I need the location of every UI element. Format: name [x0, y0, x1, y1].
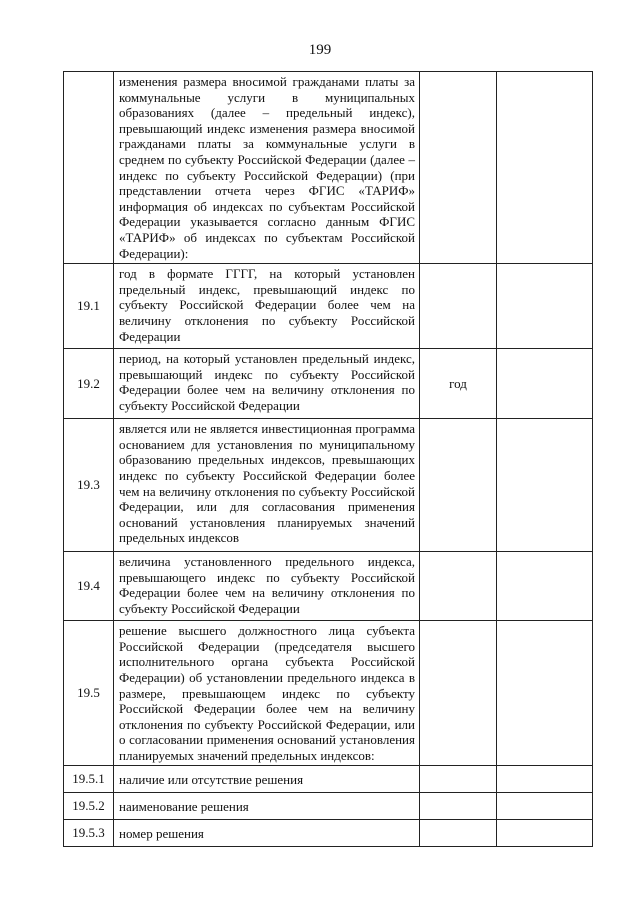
table-row: [64, 552, 593, 621]
row-unit: [420, 793, 497, 820]
row-description: величина установленного предельного индекса, превышающего индекс по субъекту Российской Федерации более чем на величину отклонения по субъекту Российской Федерации: [114, 552, 420, 621]
indicator-table: [63, 71, 593, 847]
table-row: [64, 264, 593, 349]
row-value: [497, 72, 593, 264]
table-row: [64, 419, 593, 552]
row-description: решение высшего должностного лица субъекта Российской Федерации (председателя высшего исполнительного органа субъекта Российской Федерации) об установлении предельного индекса в размере, превышающем индекс по субъекту Российской Федерации более чем на величину отклонения по субъекту Российской Федерации, или о согласовании применения оснований установления планируемых значений предельных индексов:: [114, 621, 420, 766]
row-description: год в формате ГГГГ, на который установлен предельный индекс, превышающий индекс по субъекту Российской Федерации более чем на величину отклонения по субъекту Российской Федерации: [114, 264, 420, 349]
row-description: изменения размера вносимой гражданами платы за коммунальные услуги в муниципальных образованиях (далее – предельный индекс), превышающий индекс изменения размера вносимой гражданами платы за коммунальные услуги в среднем по субъекту Российской Федерации (далее – индекс по субъекту Российской Федерации) (при представлении отчета через ФГИС «ТАРИФ» информация об индексах по субъектам Российской Федерации указывается согласно данным ФГИС «ТАРИФ» об индексах по субъектам Российской Федерации):: [114, 72, 420, 264]
table-row: [64, 621, 593, 766]
row-description: номер решения: [114, 820, 420, 847]
row-value: [497, 820, 593, 847]
row-value: [497, 349, 593, 419]
table-row: [64, 349, 593, 419]
table-row: [64, 72, 593, 264]
row-unit: [420, 264, 497, 349]
row-number: 19.5.1: [64, 766, 114, 793]
row-number: [64, 72, 114, 264]
row-number: 19.5.3: [64, 820, 114, 847]
row-number: 19.5: [64, 621, 114, 766]
row-description: период, на который установлен предельный индекс, превышающий индекс по субъекту Российской Федерации более чем на величину отклонения по субъекту Российской Федерации: [114, 349, 420, 419]
row-value: [497, 419, 593, 552]
row-unit: [420, 766, 497, 793]
row-unit: год: [420, 349, 497, 419]
row-number: 19.4: [64, 552, 114, 621]
row-unit: [420, 820, 497, 847]
row-unit: [420, 552, 497, 621]
row-description: наличие или отсутствие решения: [114, 766, 420, 793]
row-unit: [420, 419, 497, 552]
table-row: [64, 820, 593, 847]
row-number: 19.5.2: [64, 793, 114, 820]
row-number: 19.1: [64, 264, 114, 349]
row-description: наименование решения: [114, 793, 420, 820]
row-value: [497, 766, 593, 793]
row-number: 19.3: [64, 419, 114, 552]
table-row: [64, 793, 593, 820]
row-description: является или не является инвестиционная программа основанием для установления по муниципальному образованию предельных индексов, превышающих индекс по субъекту Российской Федерации более чем на величину отклонения по субъекту Российской Федерации, или для согласования применения оснований установления планируемых значений предельных индексов: [114, 419, 420, 552]
page-number: 199: [308, 42, 332, 58]
table-row: [64, 766, 593, 793]
row-value: [497, 621, 593, 766]
row-unit: [420, 621, 497, 766]
row-value: [497, 793, 593, 820]
row-value: [497, 552, 593, 621]
row-value: [497, 264, 593, 349]
row-unit: [420, 72, 497, 264]
row-number: 19.2: [64, 349, 114, 419]
